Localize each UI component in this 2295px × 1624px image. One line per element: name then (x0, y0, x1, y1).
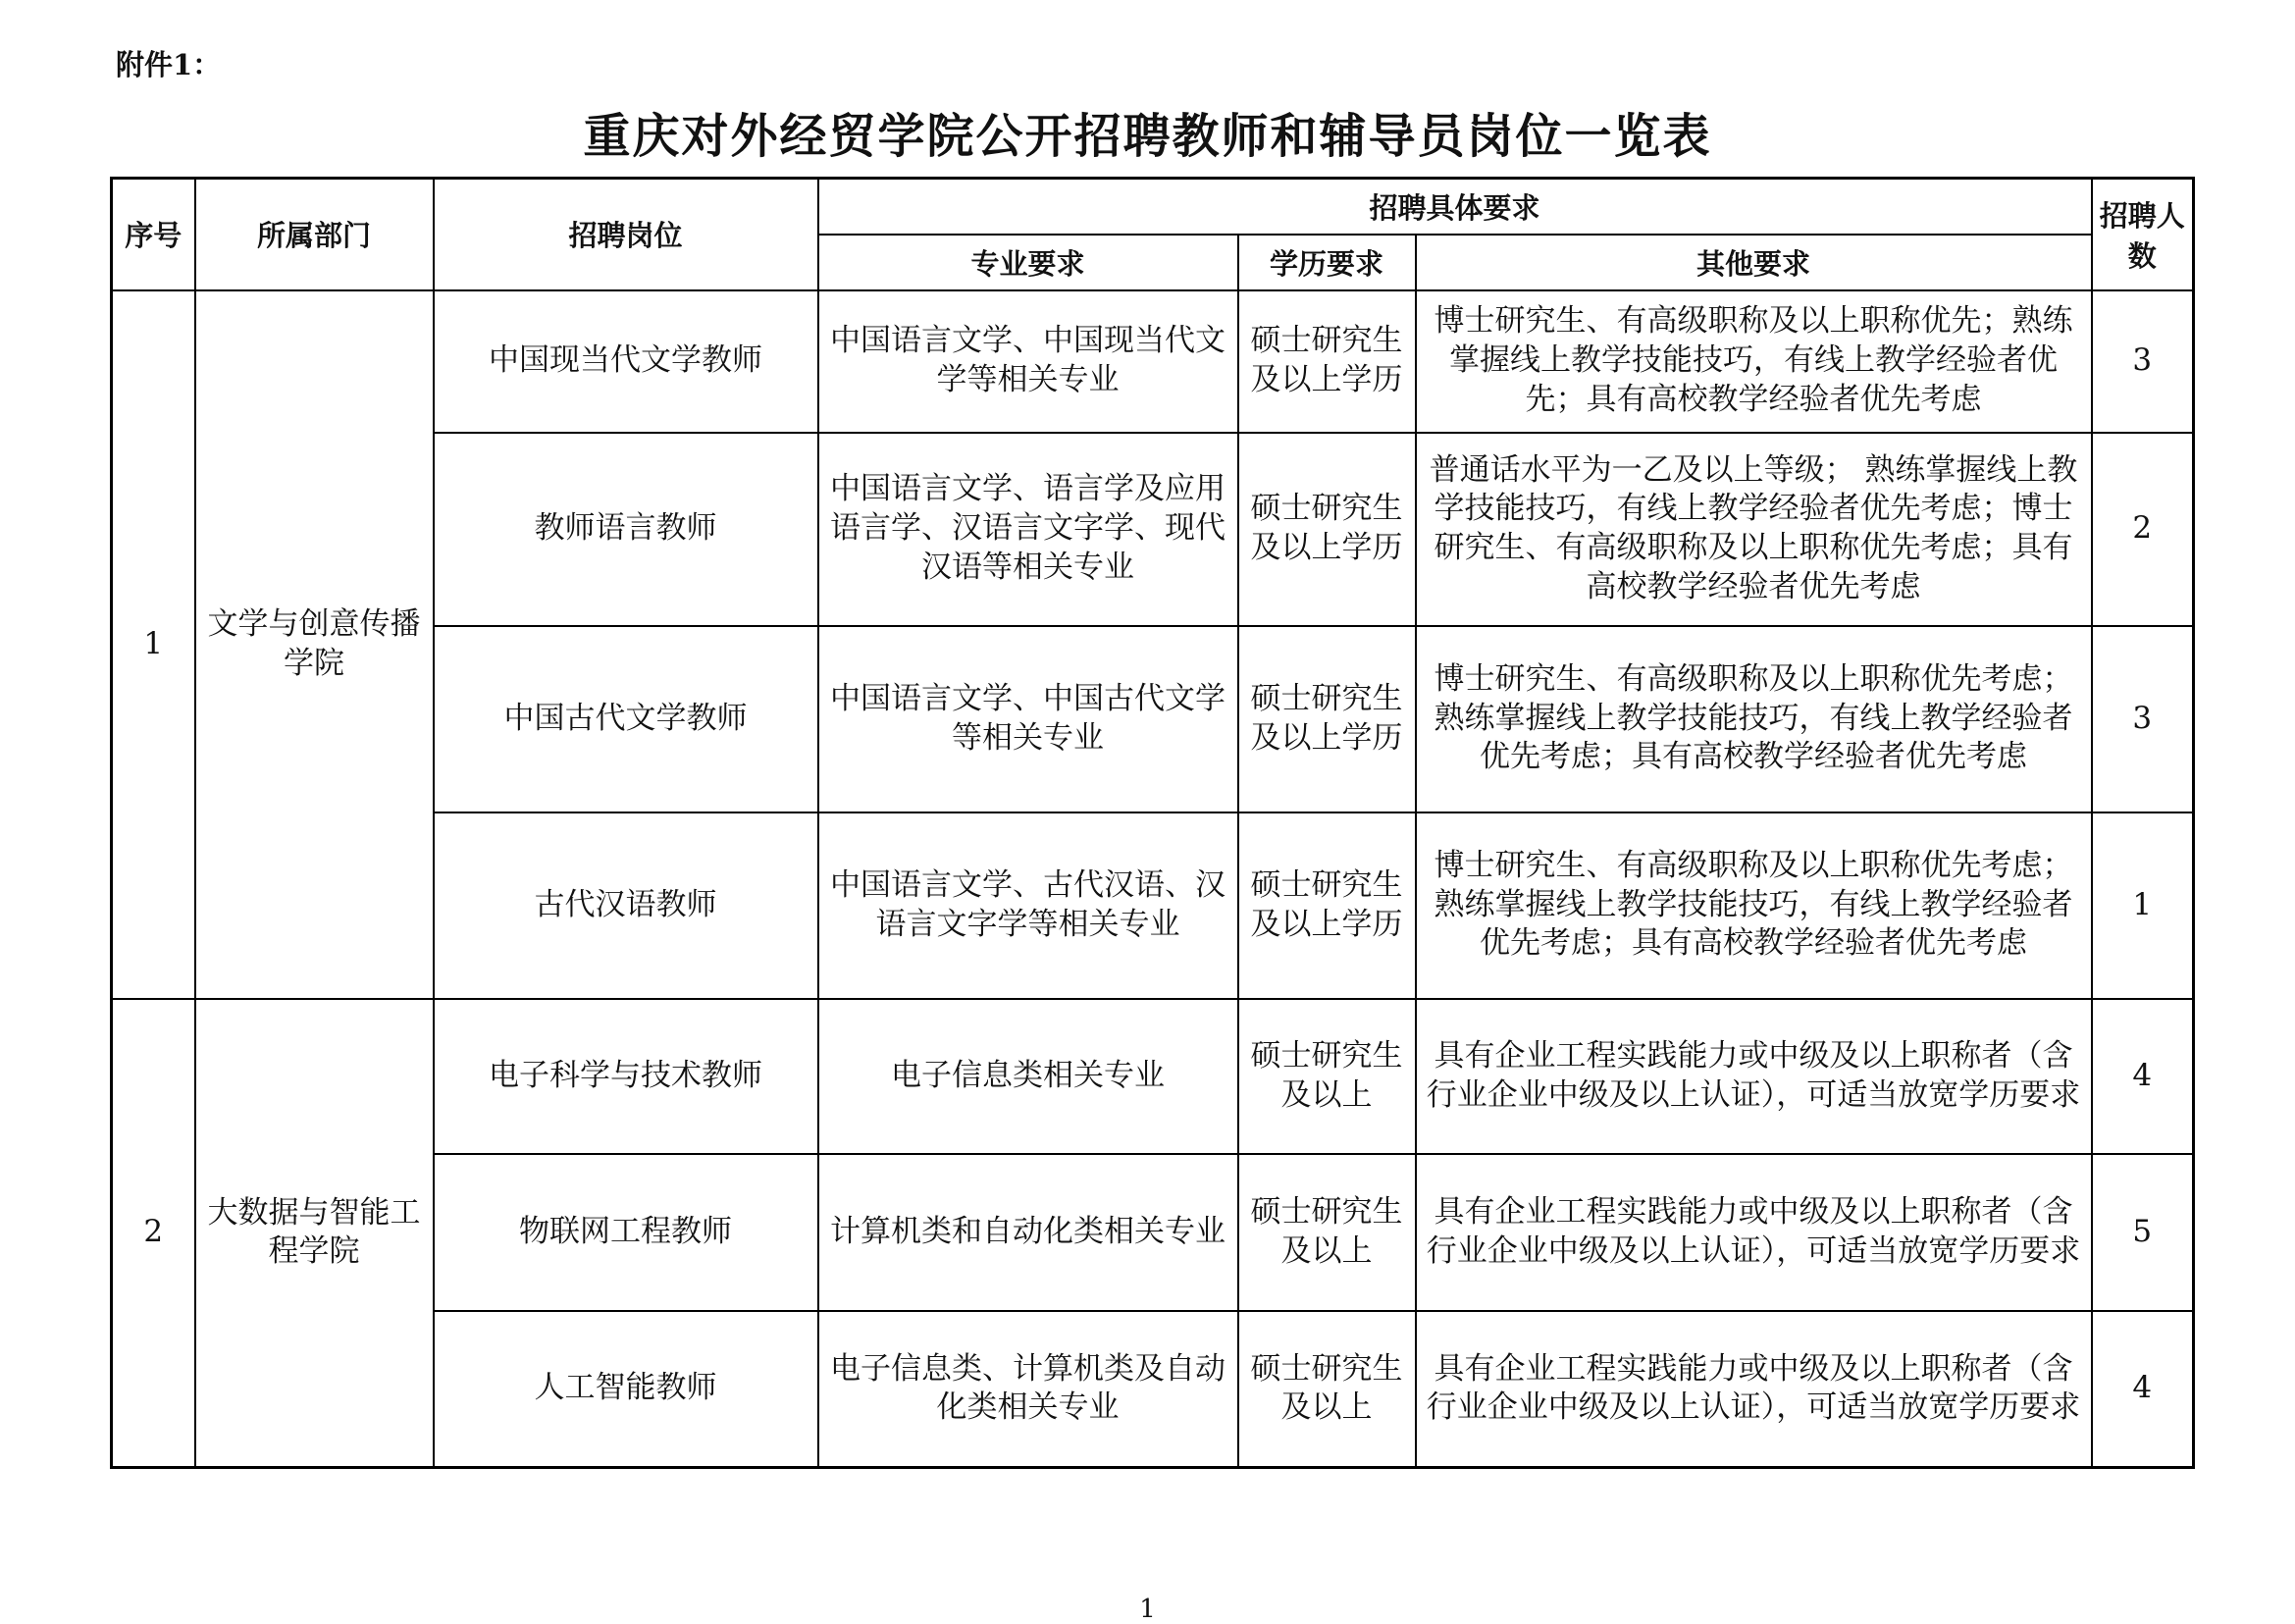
count-cell: 4 (2092, 1311, 2194, 1468)
count-cell: 5 (2092, 1154, 2194, 1311)
edu-cell: 硕士研究生及以上 (1238, 999, 1416, 1154)
post-cell: 古代汉语教师 (434, 812, 818, 999)
other-cell: 博士研究生、有高级职称及以上职称优先考虑；熟练掌握线上教学技能技巧，有线上教学经验者优先考虑；具有高校教学经验者优先考虑 (1416, 812, 2092, 999)
table-row (112, 290, 2194, 433)
header-count: 招聘人数 (2092, 179, 2194, 290)
post-cell: 电子科学与技术教师 (434, 999, 818, 1154)
major-cell: 中国语言文学、古代汉语、汉语言文字学等相关专业 (818, 812, 1238, 999)
edu-cell: 硕士研究生及以上学历 (1238, 626, 1416, 812)
post-cell: 中国现当代文学教师 (434, 290, 818, 433)
edu-cell: 硕士研究生及以上学历 (1238, 812, 1416, 999)
header-seq: 序号 (112, 179, 195, 290)
major-cell: 电子信息类、计算机类及自动化类相关专业 (818, 1311, 1238, 1468)
other-cell: 具有企业工程实践能力或中级及以上职称者（含行业企业中级及以上认证），可适当放宽学历要求 (1416, 999, 2092, 1154)
count-cell: 3 (2092, 290, 2194, 433)
group-dept: 文学与创意传播学院 (195, 290, 434, 999)
recruitment-table (110, 177, 2195, 1469)
document-title: 重庆对外经贸学院公开招聘教师和辅导员岗位一览表 (583, 109, 1712, 164)
other-cell: 具有企业工程实践能力或中级及以上职称者（含行业企业中级及以上认证），可适当放宽学历要求 (1416, 1311, 2092, 1468)
header-requirements: 招聘具体要求 (818, 179, 2092, 235)
header-other: 其他要求 (1416, 235, 2092, 290)
major-cell: 电子信息类相关专业 (818, 999, 1238, 1154)
attachment-label: 附件1： (116, 48, 222, 81)
post-cell: 中国古代文学教师 (434, 626, 818, 812)
edu-cell: 硕士研究生及以上 (1238, 1311, 1416, 1468)
post-cell: 人工智能教师 (434, 1311, 818, 1468)
header-major: 专业要求 (818, 235, 1238, 290)
page-number: 1 (1139, 1595, 1156, 1624)
table-header (112, 179, 2194, 290)
other-cell: 博士研究生、有高级职称及以上职称优先；熟练掌握线上教学技能技巧，有线上教学经验者优先；具有高校教学经验者优先考虑 (1416, 290, 2092, 433)
group-dept: 大数据与智能工程学院 (195, 999, 434, 1468)
group-seq: 1 (112, 290, 195, 999)
count-cell: 1 (2092, 812, 2194, 999)
table-row (112, 999, 2194, 1154)
other-cell: 具有企业工程实践能力或中级及以上职称者（含行业企业中级及以上认证），可适当放宽学历要求 (1416, 1154, 2092, 1311)
major-cell: 中国语言文学、中国现当代文学等相关专业 (818, 290, 1238, 433)
group-seq: 2 (112, 999, 195, 1468)
count-cell: 2 (2092, 433, 2194, 626)
count-cell: 4 (2092, 999, 2194, 1154)
header-edu: 学历要求 (1238, 235, 1416, 290)
header-dept: 所属部门 (195, 179, 434, 290)
table-body (112, 290, 2194, 1468)
edu-cell: 硕士研究生及以上学历 (1238, 290, 1416, 433)
post-cell: 物联网工程教师 (434, 1154, 818, 1311)
other-cell: 普通话水平为一乙及以上等级； 熟练掌握线上教学技能技巧，有线上教学经验者优先考虑；博士研究生、有高级职称及以上职称优先考虑；具有高校教学经验者优先考虑 (1416, 433, 2092, 626)
header-post: 招聘岗位 (434, 179, 818, 290)
count-cell: 3 (2092, 626, 2194, 812)
major-cell: 中国语言文学、中国古代文学等相关专业 (818, 626, 1238, 812)
edu-cell: 硕士研究生及以上学历 (1238, 433, 1416, 626)
major-cell: 计算机类和自动化类相关专业 (818, 1154, 1238, 1311)
post-cell: 教师语言教师 (434, 433, 818, 626)
edu-cell: 硕士研究生及以上 (1238, 1154, 1416, 1311)
major-cell: 中国语言文学、语言学及应用语言学、汉语言文字学、现代汉语等相关专业 (818, 433, 1238, 626)
other-cell: 博士研究生、有高级职称及以上职称优先考虑；熟练掌握线上教学技能技巧，有线上教学经验者优先考虑；具有高校教学经验者优先考虑 (1416, 626, 2092, 812)
